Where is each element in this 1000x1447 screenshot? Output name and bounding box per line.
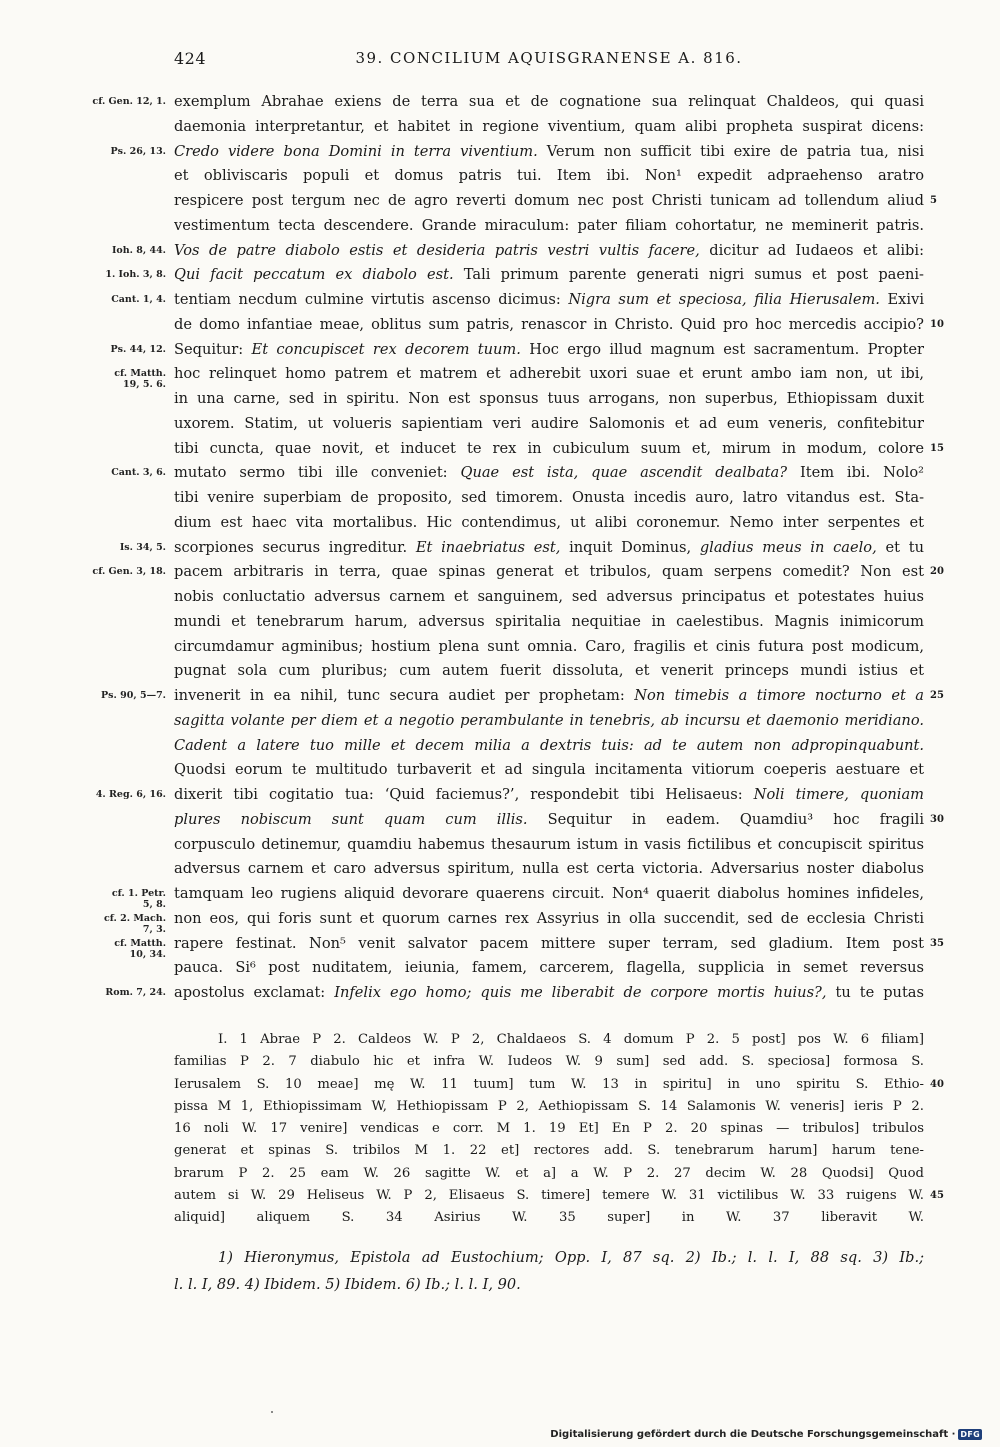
body-text: inquit Dominus, [560, 538, 700, 556]
quotation-text: Cadent a latere tuo mille et decem milia a dextris tuis: ad te autem non adpropinquabunt. [174, 736, 924, 754]
text-line [0, 536, 1000, 561]
line-content [174, 463, 924, 483]
line-content [174, 958, 924, 978]
body-text: Verum non sufficit tibi exire de patria tua, nisi [537, 142, 924, 160]
apparatus-line [0, 1119, 1000, 1141]
text-line [0, 90, 1000, 115]
line-content [174, 142, 924, 162]
margin-reference: cf. Matth. 19, 5. 6. [114, 368, 166, 391]
line-content [174, 909, 924, 929]
body-text: daemonia interpretantur, et habitet in regione viventium, quam alibi propheta suspirat dicens: [174, 117, 924, 135]
text-line [0, 783, 1000, 808]
line-content [174, 686, 924, 706]
apparatus-text: I. 1 Abrae P 2. Caldeos W. P 2, Chaldaeos S. 4 domum P 2. 5 post] pos W. 6 filiam] [218, 1032, 924, 1047]
dfg-logo: DFG [960, 1430, 980, 1439]
text-line [0, 486, 1000, 511]
line-number: 20 [930, 566, 944, 578]
line-content [174, 661, 924, 681]
line-number: 15 [930, 442, 944, 454]
text-line [0, 635, 1000, 660]
line-content [174, 612, 924, 632]
text-line [0, 115, 1000, 140]
margin-reference: cf. 1. Petr. 5, 8. [111, 888, 166, 910]
line-content [174, 562, 924, 582]
text-line [0, 907, 1000, 935]
line-content [174, 884, 924, 904]
apparatus-line [0, 1030, 1000, 1052]
apparatus-text: Ierusalem S. 10 meae] mę W. 11 tuum] tum W. 13 in spiritu] in uno spiritu S. Ethio- [174, 1076, 924, 1092]
body-text: Exivi [879, 291, 924, 308]
body-text: apostolus exclamat: [174, 984, 335, 1001]
body-text: Hoc ergo illud magnum est sacramentum. Propter [520, 340, 924, 358]
margin-reference: cf. Gen. 12, 1. [92, 96, 166, 107]
line-content [174, 315, 924, 335]
line-number: 25 [930, 690, 944, 701]
line-content [174, 637, 924, 657]
quotation-text: Nigra sum et speciosa, filia Hierusalem. [568, 291, 880, 308]
line-number: 10 [930, 318, 944, 330]
body-text: dixerit tibi cogitatio tua: ‘Quid faciemus?’, respondebit tibi Helisaeus: [174, 786, 754, 803]
page-number: 424 [174, 49, 207, 68]
apparatus-text: familias P 2. 7 diabulo hic et infra W. Iudeos W. 9 sum] sed add. S. speciosa] formosa S. [174, 1054, 924, 1070]
quotation-text: Et concupiscet rex decorem tuum. [251, 340, 521, 358]
text-line [0, 338, 1000, 363]
text-line [0, 239, 1000, 264]
body-text: tentiam necdum culmine virtutis ascenso dicimus: [174, 291, 569, 308]
line-content [174, 92, 924, 112]
text-line [0, 140, 1000, 165]
scan-speck [271, 1411, 273, 1413]
apparatus-line [0, 1075, 1000, 1097]
body-text: mutato sermo tibi ille conveniet: [174, 464, 461, 482]
body-text: pugnat sola cum pluribus; cum autem fuerit dissoluta, et venerit princeps mundi istius et [174, 662, 924, 680]
text-line [0, 734, 1000, 759]
body-text: pacem arbitraris in terra, quae spinas generat et tribulos, quam serpens comedit? Non est [174, 563, 924, 581]
margin-reference: cf. Matth. 10, 34. [114, 937, 166, 960]
text-line [0, 437, 1000, 462]
line-content [174, 538, 924, 558]
body-text: corpusculo detinemur, quamdiu habemus thesaurum istum in vasis fictilibus et concupiscit spiritus [174, 835, 924, 853]
line-content [174, 191, 924, 211]
body-text: Item ibi. Nolo² [787, 464, 924, 482]
line-content [174, 166, 924, 186]
body-text: et obliviscaris populi et domus patris tui. Item ibi. Non¹ expedit adpraehenso aratro [174, 167, 924, 185]
quotation-text: Et inaebriatus est, [415, 538, 561, 556]
text-line [0, 684, 1000, 709]
text-line [0, 956, 1000, 981]
line-content [174, 265, 924, 285]
apparatus-text: pissa M 1, Ethiopissimam W, Hethiopissam P 2, Aethiopissam S. 14 Salamonis W. veneris] ieris P 2. [174, 1098, 924, 1114]
body-text: mundi et tenebrarum harum, adversus spiritalia nequitiae in caelestibus. Magnis inimicorum [174, 612, 924, 630]
text-line [0, 981, 1000, 1006]
text-line [0, 511, 1000, 536]
footnote-text: l. l. I, 89. 4) Ibidem. 5) Ibidem. 6) Ib.; l. l. I, 90. [174, 1276, 521, 1293]
apparatus-line [0, 1052, 1000, 1074]
line-number: 5 [930, 195, 937, 206]
quotation-text: Vos de patre diabolo estis et desideria patris vestri vultis facere, [174, 241, 700, 259]
body-text: pauca. Si⁶ post nuditatem, ieiunia, famem, carcerem, flagella, supplicia in semet reversus [174, 959, 924, 977]
apparatus-text: aliquid] aliquem S. 34 Asirius W. 35 super] in W. 37 liberavit W. [174, 1210, 924, 1226]
body-text: de domo infantiae meae, oblitus sum patris, renascor in Christo. Quid pro hoc mercedis accipio? [174, 315, 924, 333]
critical-apparatus [0, 1030, 1000, 1231]
margin-reference: cf. Gen. 3, 18. [92, 566, 166, 578]
quotation-text: Credo videre bona Domini in terra viventium. [174, 142, 538, 160]
line-content [174, 760, 924, 780]
apparatus-line [0, 1097, 1000, 1119]
body-text: non eos, qui foris sunt et quorum carnes rex Assyrius in olla succendit, sed de ecclesia Christi [174, 909, 924, 927]
margin-reference: Ps. 26, 13. [110, 145, 166, 157]
main-text [0, 90, 1000, 1006]
body-text: Sequitur: [174, 340, 252, 358]
line-number: 40 [930, 1078, 944, 1090]
body-text: dium est haec vita mortalibus. Hic contendimus, ut alibi coronemur. Nemo inter serpentes et [174, 513, 924, 531]
text-line [0, 758, 1000, 783]
line-number: 35 [930, 937, 944, 949]
line-content [174, 983, 924, 1003]
margin-reference: Ps. 44, 12. [110, 343, 166, 355]
apparatus-line [0, 1186, 1000, 1208]
body-text: exemplum Abrahae exiens de terra sua et de cognatione sua relinquat Chaldeos, qui quasi [174, 93, 924, 110]
text-line [0, 808, 1000, 833]
line-content [174, 835, 924, 855]
line-content [174, 364, 924, 384]
footnotes [0, 1246, 1000, 1300]
text-line [0, 932, 1000, 960]
body-text: tibi venire superbiam de proposito, sed timorem. Onusta incedis auro, latro vitandus est. Sta- [174, 489, 924, 506]
footnote-line [0, 1273, 1000, 1300]
body-text: tu te putas [826, 984, 924, 1001]
body-text: respicere post tergum nec de agro reverti domum nec post Christi tunicam ad tollendum aliud [174, 192, 924, 209]
body-text: in una carne, sed in spiritu. Non est sponsus tuus arrogans, non superbus, Ethiopissam duxit [174, 390, 924, 407]
text-line [0, 164, 1000, 189]
running-title: 39. CONCILIUM AQUISGRANENSE A. 816. [355, 49, 743, 67]
quotation-text: Noli timere, quoniam [753, 786, 924, 803]
line-content [174, 439, 924, 459]
text-line [0, 882, 1000, 910]
quotation-text: Quae est ista, quae ascendit dealbata? [460, 464, 788, 482]
line-content [174, 587, 924, 607]
quotation-text: gladius meus in caelo, [699, 538, 877, 556]
text-line [0, 263, 1000, 288]
text-line [0, 709, 1000, 734]
line-content [174, 414, 924, 434]
line-content [174, 216, 924, 236]
line-content [174, 340, 924, 360]
text-line [0, 362, 1000, 391]
text-line [0, 585, 1000, 610]
body-text: invenerit in ea nihil, tunc secura audiet per prophetam: [174, 687, 635, 704]
margin-reference: Ioh. 8, 44. [111, 244, 166, 256]
text-line [0, 461, 1000, 486]
line-content [174, 934, 924, 954]
quotation-text: sagitta volante per diem et a negotio perambulante in tenebris, ab incursu et daemonio meridiano. [174, 711, 924, 729]
digitization-credit [550, 1429, 982, 1440]
apparatus-line [0, 1208, 1000, 1230]
apparatus-line [0, 1141, 1000, 1163]
quotation-text: Non timebis a timore nocturno et a [634, 687, 924, 704]
line-content [174, 241, 924, 261]
line-content [174, 810, 924, 830]
margin-reference: 1. Ioh. 3, 8. [105, 269, 166, 281]
footnote-line [0, 1246, 1000, 1273]
margin-reference: Rom. 7, 24. [105, 987, 166, 998]
line-content [174, 290, 924, 310]
body-text: uxorem. Statim, ut volueris sapientiam veri audire Salomonis et ad eum veneris, confitebitur [174, 414, 924, 432]
line-content [174, 859, 924, 879]
line-number: 30 [930, 813, 944, 825]
body-text: vestimentum tecta descendere. Grande miraculum: pater filiam cohortatur, ne meminerit patris. [174, 216, 924, 234]
text-line [0, 659, 1000, 684]
quotation-text: Qui facit peccatum ex diabolo est. [174, 266, 454, 284]
text-line [0, 387, 1000, 412]
body-text: Quodsi eorum te multitudo turbaverit et ad singula incitamenta vitiorum coeperis aestuare et [174, 761, 924, 779]
footnote-text: 1) Hieronymus, Epistola ad Eustochium; Opp. I, 87 sq. 2) Ib.; l. l. I, 88 sq. 3) Ib.; [218, 1249, 924, 1266]
apparatus-line [0, 1164, 1000, 1186]
text-line [0, 412, 1000, 437]
apparatus-text: 16 noli W. 17 venire] vendicas e corr. M 1. 19 Et] En P 2. 20 spinas — tribulos] tribulos [174, 1121, 924, 1137]
body-text: scorpiones securus ingreditur. [174, 538, 416, 556]
margin-reference: Cant. 3, 6. [111, 467, 166, 479]
body-text: circumdamur agminibus; hostium plena sunt omnia. Caro, fragilis et cinis futura post modicum, [174, 637, 924, 655]
text-line [0, 214, 1000, 239]
line-content [174, 488, 924, 508]
line-content [174, 513, 924, 533]
text-line [0, 189, 1000, 214]
text-line [0, 833, 1000, 858]
quotation-text: plures nobiscum sunt quam cum illis. [174, 810, 528, 828]
body-text: rapere festinat. Non⁵ venit salvator pacem mittere super terram, sed gladium. Item post [174, 934, 924, 952]
body-text: hoc relinquet homo patrem et matrem et adherebit uxori suae et erunt ambo iam non, ut ibi, [174, 365, 924, 383]
line-number: 45 [930, 1190, 944, 1202]
margin-reference: Is. 34, 5. [119, 541, 166, 553]
margin-reference: Cant. 1, 4. [111, 294, 166, 305]
line-content [174, 711, 924, 731]
text-line [0, 857, 1000, 882]
apparatus-text: brarum P 2. 25 eam W. 26 sagitte W. et a] a W. P 2. 27 decim W. 28 Quodsi] Quod [174, 1165, 924, 1181]
body-text: nobis conluctatio adversus carnem et sanguinem, sed adversus principatus et potestates huius [174, 588, 924, 605]
credit-text: Digitalisierung gefördert durch die Deutsche Forschungsgemeinschaft · [550, 1429, 956, 1440]
body-text: tamquam leo rugiens aliquid devorare quaerens circuit. Non⁴ quaerit diabolus homines infideles, [174, 885, 924, 902]
body-text: et tu [876, 538, 924, 556]
margin-reference: Ps. 90, 5—7. [101, 690, 166, 701]
body-text: Tali primum parente generati nigri sumus et post paeni- [453, 266, 924, 284]
margin-reference: cf. 2. Mach. 7, 3. [103, 912, 166, 935]
page-header [0, 49, 1000, 73]
line-content [174, 117, 924, 137]
body-text: tibi cuncta, quae novit, et inducet te rex in cubiculum suum et, mirum in modum, colore [174, 439, 924, 457]
apparatus-text: autem si W. 29 Heliseus W. P 2, Elisaeus S. timere] temere W. 31 victilibus W. 33 ruigens W. [174, 1188, 924, 1204]
apparatus-text: generat et spinas S. tribilos M 1. 22 et] rectores add. S. tenebrarum harum] harum tene- [174, 1143, 924, 1159]
body-text: adversus carnem et caro adversus spiritum, nulla est certa victoria. Adversarius noster diabolus [174, 860, 924, 878]
text-line [0, 610, 1000, 635]
text-line [0, 288, 1000, 313]
margin-reference: 4. Reg. 6, 16. [95, 789, 166, 800]
text-line [0, 560, 1000, 585]
line-content [174, 785, 924, 805]
body-text: dicitur ad Iudaeos et alibi: [699, 241, 924, 259]
quotation-text: Infelix ego homo; quis me liberabit de corpore mortis huius?, [334, 984, 827, 1001]
text-line [0, 313, 1000, 338]
line-content [174, 389, 924, 409]
line-content [174, 736, 924, 756]
body-text: Sequitur in eadem. Quamdiu³ hoc fragili [527, 810, 924, 828]
